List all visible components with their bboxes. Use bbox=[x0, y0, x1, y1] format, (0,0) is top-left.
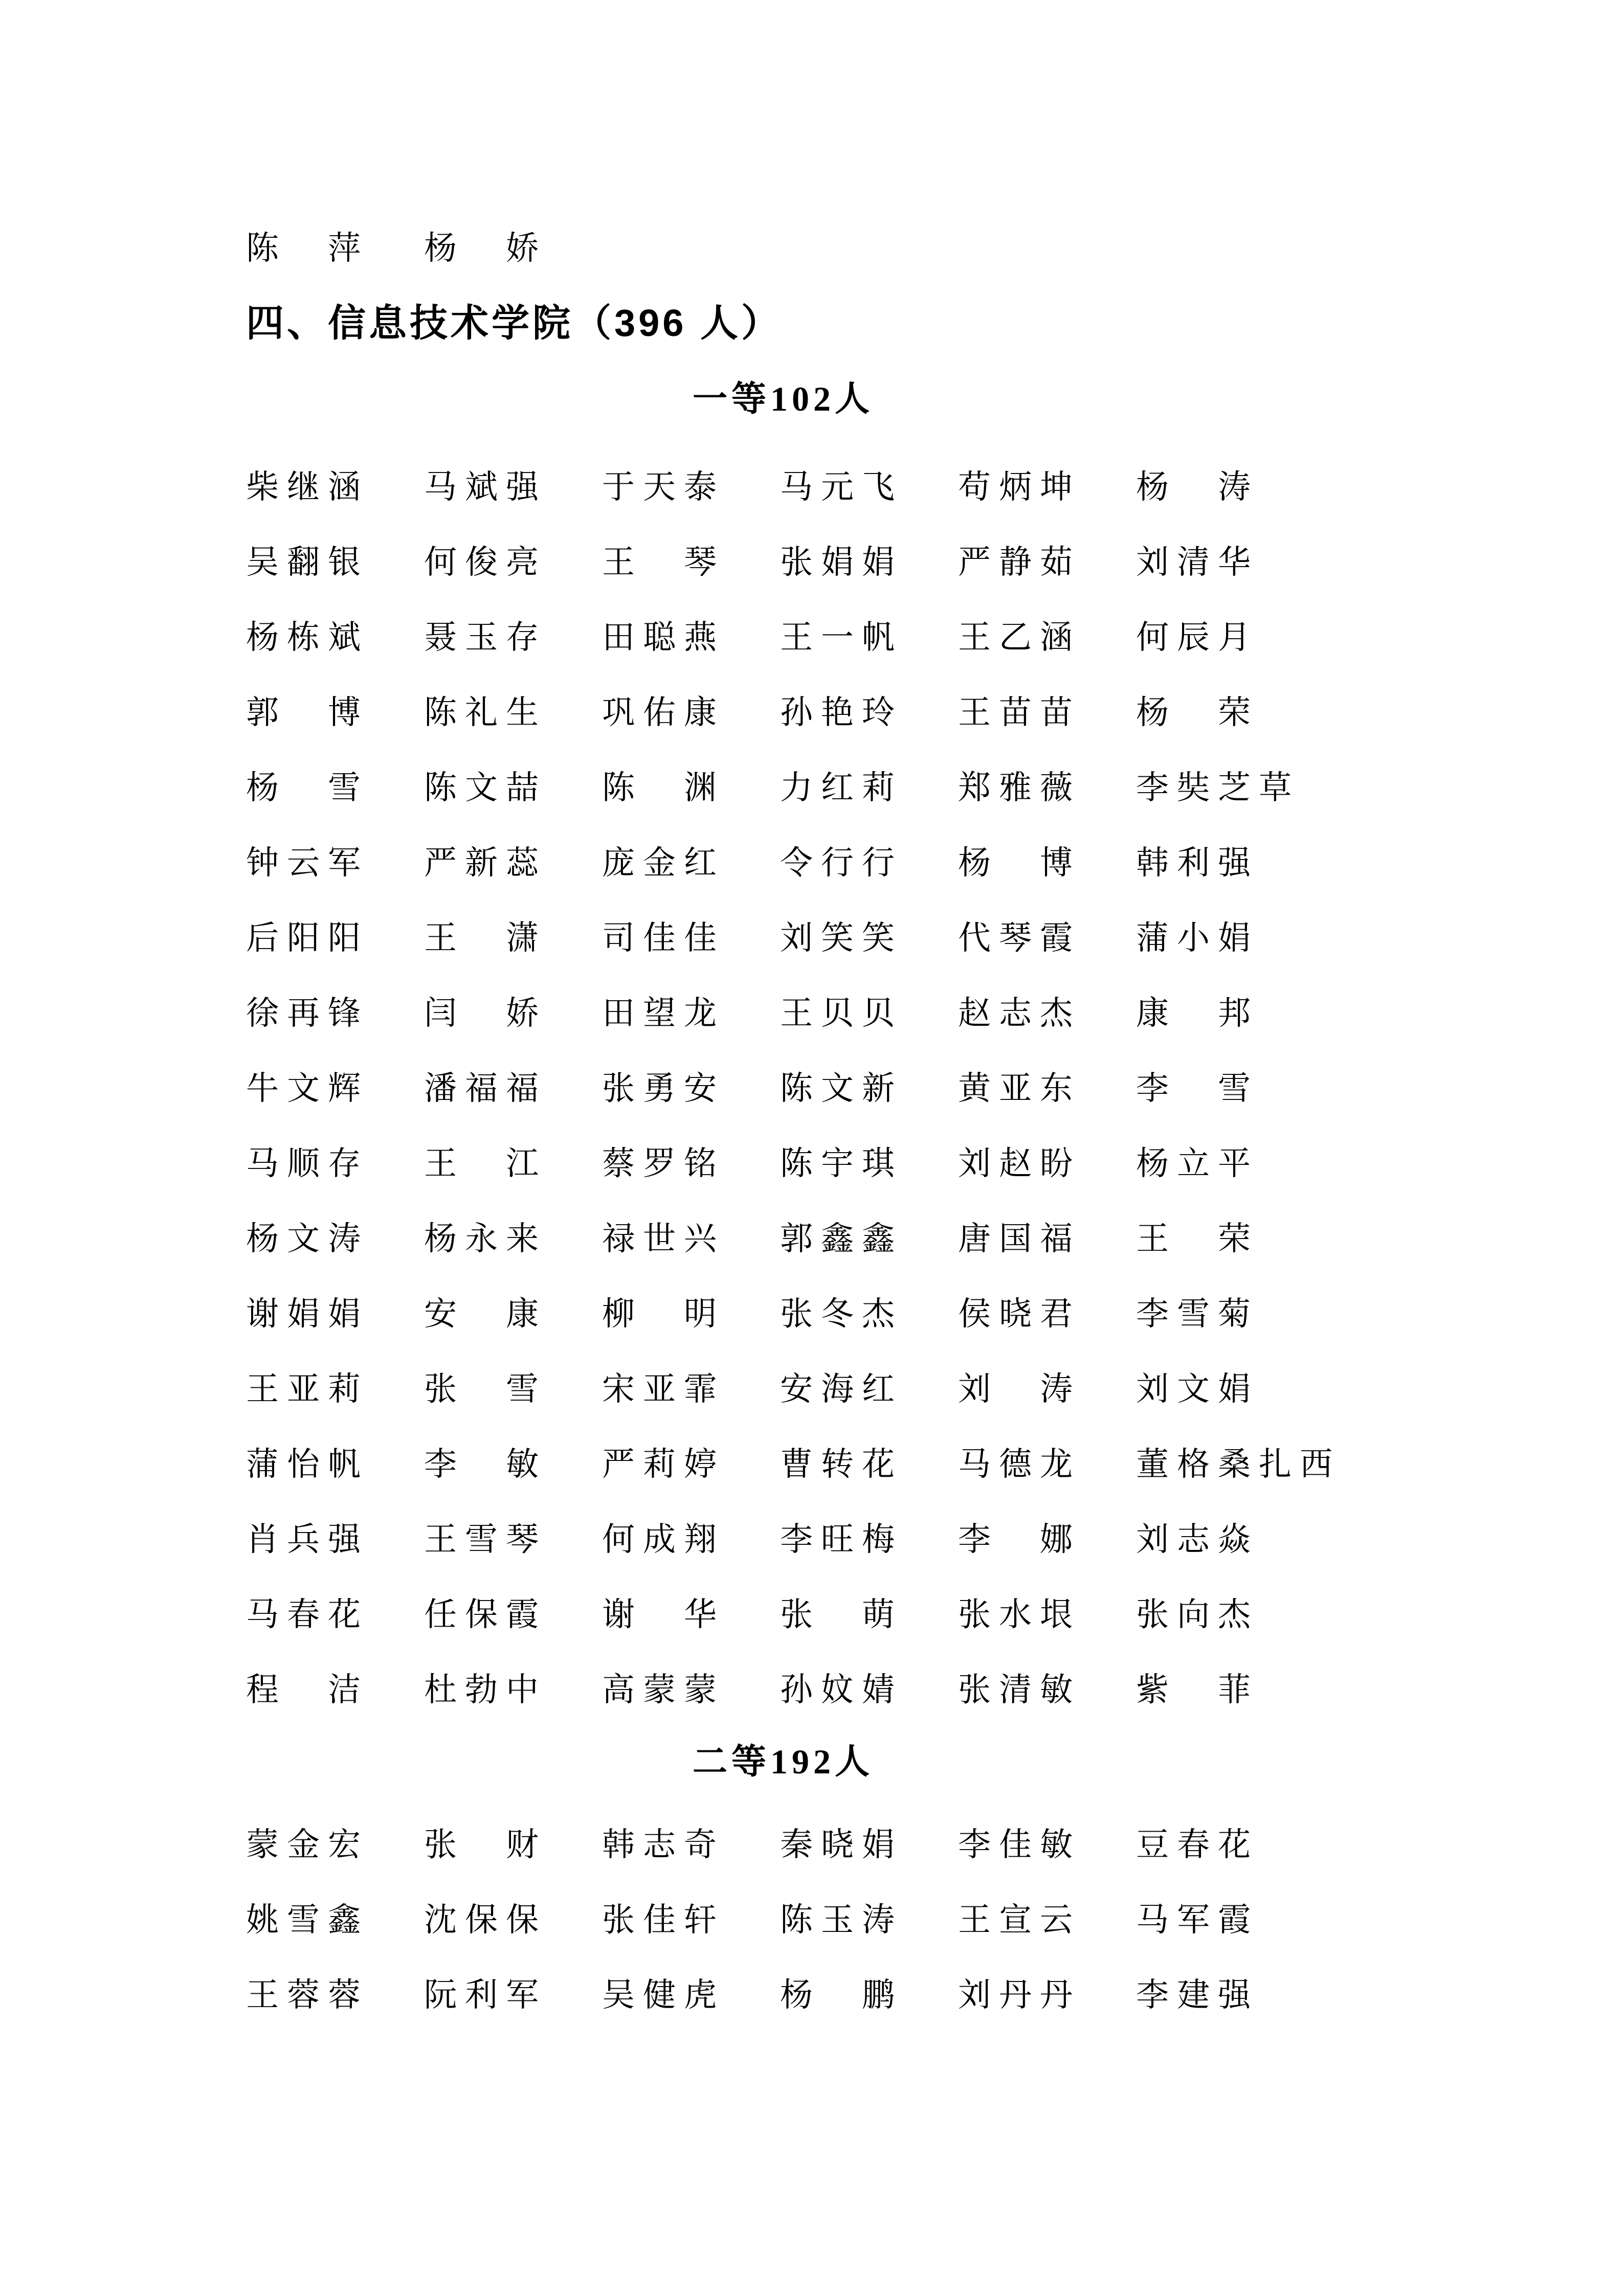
student-name: 王贝贝 bbox=[780, 995, 903, 1031]
name-row bbox=[246, 1499, 1593, 1574]
student-name: 刘丹丹 bbox=[958, 1976, 1081, 2013]
student-name: 马德龙 bbox=[958, 1446, 1081, 1482]
name-row bbox=[246, 1273, 1593, 1348]
student-name: 陈玉涛 bbox=[780, 1901, 903, 1938]
student-name: 谢娟娟 bbox=[246, 1295, 369, 1332]
student-name: 郑雅薇 bbox=[958, 769, 1081, 806]
student-name: 庞金红 bbox=[602, 844, 725, 881]
name-row bbox=[246, 822, 1593, 897]
first-class-heading: 一等102人 bbox=[692, 379, 874, 418]
student-name: 巩佑康 bbox=[602, 694, 725, 731]
student-name: 高蒙蒙 bbox=[602, 1671, 725, 1708]
second-class-heading: 二等192人 bbox=[692, 1742, 874, 1781]
student-name: 田望龙 bbox=[602, 995, 725, 1031]
student-name: 王 琴 bbox=[602, 544, 725, 580]
name-row bbox=[246, 747, 1593, 822]
name-row bbox=[246, 522, 1593, 597]
student-name: 王蓉蓉 bbox=[246, 1976, 369, 2013]
student-name: 张 雪 bbox=[424, 1370, 547, 1407]
student-name: 孙妏婧 bbox=[780, 1671, 903, 1708]
name-row bbox=[246, 973, 1593, 1048]
student-name: 陈宇琪 bbox=[780, 1145, 903, 1182]
student-name: 柳 明 bbox=[602, 1295, 725, 1332]
student-name: 刘清华 bbox=[1136, 544, 1259, 580]
student-name: 豆春花 bbox=[1136, 1826, 1259, 1863]
student-name: 张冬杰 bbox=[780, 1295, 903, 1332]
student-name: 李建强 bbox=[1136, 1976, 1259, 2013]
student-name: 徐再锋 bbox=[246, 995, 369, 1031]
student-name: 杨立平 bbox=[1136, 1145, 1259, 1182]
student-name: 张 财 bbox=[424, 1826, 547, 1863]
student-name: 蒲小娟 bbox=[1136, 919, 1259, 956]
student-name: 吴健虎 bbox=[602, 1976, 725, 2013]
name-row bbox=[246, 1348, 1593, 1424]
student-name: 杨 鹏 bbox=[780, 1976, 903, 2013]
student-name: 杨 娇 bbox=[424, 230, 547, 266]
student-name: 司佳佳 bbox=[602, 919, 725, 956]
student-name: 马顺存 bbox=[246, 1145, 369, 1182]
student-name: 马军霞 bbox=[1136, 1901, 1259, 1938]
student-name: 马元飞 bbox=[780, 468, 903, 505]
student-name: 程 洁 bbox=[246, 1671, 369, 1708]
student-name: 杨 雪 bbox=[246, 769, 369, 806]
student-name: 张佳轩 bbox=[602, 1901, 725, 1938]
student-name: 力红莉 bbox=[780, 769, 903, 806]
name-row bbox=[246, 1804, 1593, 1879]
student-name: 严新蕊 bbox=[424, 844, 547, 881]
student-name: 孙艳玲 bbox=[780, 694, 903, 731]
student-name: 张 萌 bbox=[780, 1596, 903, 1633]
student-name: 张水垠 bbox=[958, 1596, 1081, 1633]
student-name: 严莉婷 bbox=[602, 1446, 725, 1482]
name-row bbox=[246, 1048, 1593, 1123]
student-name: 黄亚东 bbox=[958, 1070, 1081, 1107]
student-name: 王 江 bbox=[424, 1145, 547, 1182]
student-name: 张清敏 bbox=[958, 1671, 1081, 1708]
name-row bbox=[246, 597, 1593, 672]
student-name: 柴继涵 bbox=[246, 468, 369, 505]
student-name: 禄世兴 bbox=[602, 1220, 725, 1257]
student-name: 何辰月 bbox=[1136, 619, 1259, 656]
student-name: 安 康 bbox=[424, 1295, 547, 1332]
student-name: 王乙涵 bbox=[958, 619, 1081, 656]
student-name: 吴翻银 bbox=[246, 544, 369, 580]
student-name: 秦晓娟 bbox=[780, 1826, 903, 1863]
student-name: 刘 涛 bbox=[958, 1370, 1081, 1407]
student-name: 杨 荣 bbox=[1136, 694, 1259, 731]
student-name: 杨 涛 bbox=[1136, 468, 1259, 505]
student-name: 王宣云 bbox=[958, 1901, 1081, 1938]
second-class-name-rows bbox=[246, 1804, 1593, 2030]
student-name: 苟炳坤 bbox=[958, 468, 1081, 505]
student-name: 李 娜 bbox=[958, 1521, 1081, 1558]
first-class-name-rows bbox=[246, 446, 1593, 1724]
student-name: 赵志杰 bbox=[958, 995, 1081, 1031]
student-name: 蒙金宏 bbox=[246, 1826, 369, 1863]
student-name: 陈 萍 bbox=[246, 230, 369, 266]
section-heading: 四、信息技术学院（396 人） bbox=[246, 302, 783, 344]
student-name: 马斌强 bbox=[424, 468, 547, 505]
student-name: 安海红 bbox=[780, 1370, 903, 1407]
student-name: 紫 菲 bbox=[1136, 1671, 1259, 1708]
student-name: 何俊亮 bbox=[424, 544, 547, 580]
student-name: 宋亚霏 bbox=[602, 1370, 725, 1407]
student-name: 闫 娇 bbox=[424, 995, 547, 1031]
student-name: 刘文娟 bbox=[1136, 1370, 1259, 1407]
student-name: 于天泰 bbox=[602, 468, 725, 505]
student-name: 杨永来 bbox=[424, 1220, 547, 1257]
student-name: 王亚莉 bbox=[246, 1370, 369, 1407]
student-name: 唐国福 bbox=[958, 1220, 1081, 1257]
student-name: 杨栋斌 bbox=[246, 619, 369, 656]
student-name: 马春花 bbox=[246, 1596, 369, 1633]
student-name: 蔡罗铭 bbox=[602, 1145, 725, 1182]
student-name: 王 潇 bbox=[424, 919, 547, 956]
name-row bbox=[246, 208, 1593, 283]
carryover-name-rows bbox=[246, 208, 1593, 283]
student-name: 刘赵盼 bbox=[958, 1145, 1081, 1182]
student-name: 郭 博 bbox=[246, 694, 369, 731]
student-name: 陈礼生 bbox=[424, 694, 547, 731]
student-name: 后阳阳 bbox=[246, 919, 369, 956]
name-row bbox=[246, 1954, 1593, 2030]
student-name: 阮利军 bbox=[424, 1976, 547, 2013]
name-row bbox=[246, 897, 1593, 973]
student-name: 陈文喆 bbox=[424, 769, 547, 806]
student-name: 董格桑扎西 bbox=[1136, 1446, 1341, 1482]
student-name: 杨文涛 bbox=[246, 1220, 369, 1257]
student-name: 令行行 bbox=[780, 844, 903, 881]
student-name: 王 荣 bbox=[1136, 1220, 1259, 1257]
name-row bbox=[246, 1649, 1593, 1724]
student-name: 张勇安 bbox=[602, 1070, 725, 1107]
student-name: 陈文新 bbox=[780, 1070, 903, 1107]
name-row bbox=[246, 672, 1593, 747]
student-name: 刘笑笑 bbox=[780, 919, 903, 956]
student-name: 韩利强 bbox=[1136, 844, 1259, 881]
student-name: 牛文辉 bbox=[246, 1070, 369, 1107]
student-name: 王一帆 bbox=[780, 619, 903, 656]
student-name: 任保霞 bbox=[424, 1596, 547, 1633]
student-name: 刘志焱 bbox=[1136, 1521, 1259, 1558]
student-name: 李雪菊 bbox=[1136, 1295, 1259, 1332]
student-name: 李 雪 bbox=[1136, 1070, 1259, 1107]
student-name: 张娟娟 bbox=[780, 544, 903, 580]
student-name: 曹转花 bbox=[780, 1446, 903, 1482]
student-name: 代琴霞 bbox=[958, 919, 1081, 956]
student-name: 康 邦 bbox=[1136, 995, 1259, 1031]
student-name: 李奘芝草 bbox=[1136, 769, 1300, 806]
student-name: 潘福福 bbox=[424, 1070, 547, 1107]
name-row bbox=[246, 1123, 1593, 1198]
student-name: 钟云军 bbox=[246, 844, 369, 881]
name-row bbox=[246, 1424, 1593, 1499]
name-row bbox=[246, 1879, 1593, 1954]
name-row bbox=[246, 1198, 1593, 1273]
student-name: 李佳敏 bbox=[958, 1826, 1081, 1863]
student-name: 何成翔 bbox=[602, 1521, 725, 1558]
student-name: 李旺梅 bbox=[780, 1521, 903, 1558]
student-name: 田聪燕 bbox=[602, 619, 725, 656]
student-name: 蒲怡帆 bbox=[246, 1446, 369, 1482]
name-row bbox=[246, 446, 1593, 522]
student-name: 郭鑫鑫 bbox=[780, 1220, 903, 1257]
student-name: 李 敏 bbox=[424, 1446, 547, 1482]
student-name: 严静茹 bbox=[958, 544, 1081, 580]
student-name: 杨 博 bbox=[958, 844, 1081, 881]
student-name: 韩志奇 bbox=[602, 1826, 725, 1863]
student-name: 王雪琴 bbox=[424, 1521, 547, 1558]
student-name: 谢 华 bbox=[602, 1596, 725, 1633]
student-name: 姚雪鑫 bbox=[246, 1901, 369, 1938]
student-name: 陈 渊 bbox=[602, 769, 725, 806]
student-name: 张向杰 bbox=[1136, 1596, 1259, 1633]
student-name: 聂玉存 bbox=[424, 619, 547, 656]
name-row bbox=[246, 1574, 1593, 1649]
student-name: 肖兵强 bbox=[246, 1521, 369, 1558]
student-name: 王苗苗 bbox=[958, 694, 1081, 731]
student-name: 侯晓君 bbox=[958, 1295, 1081, 1332]
student-name: 杜勃中 bbox=[424, 1671, 547, 1708]
student-name: 沈保保 bbox=[424, 1901, 547, 1938]
